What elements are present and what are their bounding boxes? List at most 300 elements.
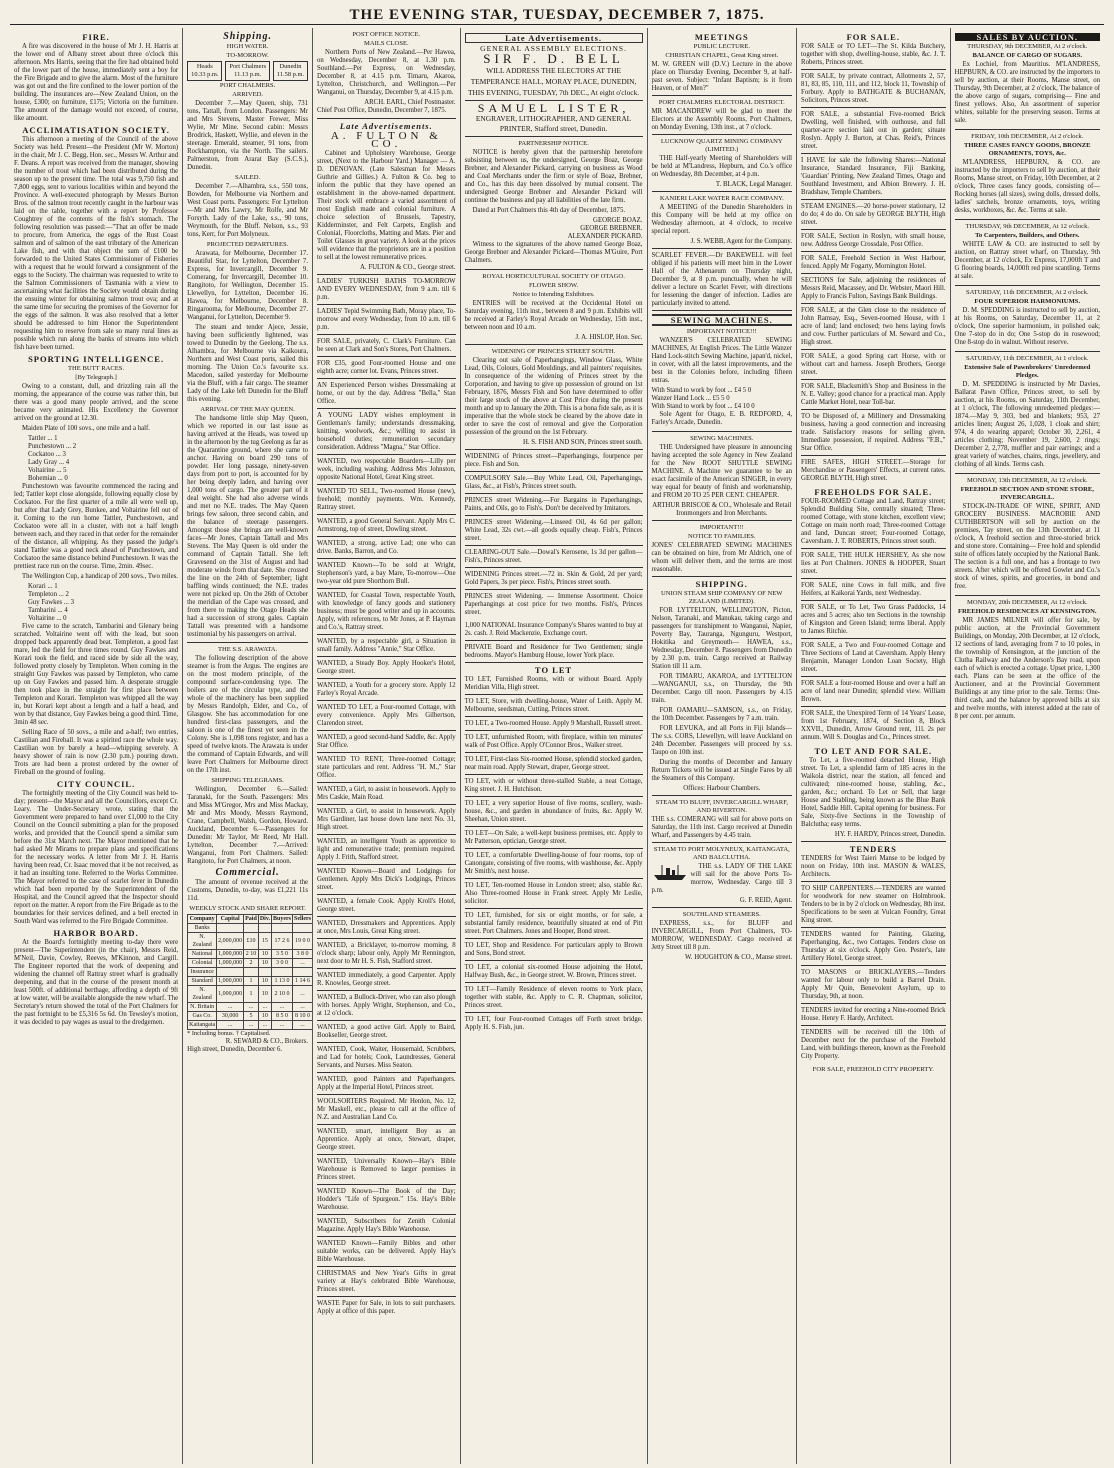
- auction-title: FOUR SUPERIOR HARMONIUMS.: [974, 298, 1081, 305]
- electoral-heading: PORT CHALMERS ELECTORAL DISTRICT.: [658, 99, 785, 106]
- stock-cell: 1,000,000: [217, 986, 244, 1003]
- maiden-runners: [14, 435, 178, 483]
- stock-cell: 3 5 0: [271, 950, 292, 959]
- classified-ad: PRINCES street Widening.—For Bargains in Paperhangings, Paints, and Oils, go to Fish's. Don't be deceived by Imitators.: [465, 497, 643, 516]
- stock-cell: [271, 924, 292, 933]
- classified-ad: FOR SALE, Freehold Section in West Harbour, fenced. Apply Mr Fogarty, Mornington Hotel.: [801, 255, 945, 274]
- flower-text: ENTRIES will be received at the Occidental Hotel on Saturday evening, 11th inst., between 8 and 9 p.m. Exhibits will be received at Farley's Royal Arcade on Wednesday, 15th inst., between noon and 10 a.m.: [464, 300, 643, 331]
- classified-ad: A YOUNG LADY wishes employment in Gentleman's family; understands dressmaking, knitting, woolwork, &c.; willing to assist in household duties; remuneration secondary consideration. Address "Magna," Star Office.: [317, 412, 456, 455]
- classified-ad: TENDERS invited for erecting a Nine-roomed Brick House. Henry F. Hardy, Architect.: [801, 1007, 945, 1026]
- stock-cell: [258, 968, 271, 977]
- widening-ads: [465, 453, 643, 619]
- auction-title: THREE CASES FANCY GOODS, BRONZE ORNAMENTS, TOYS, &c.: [963, 142, 1091, 157]
- column-6: [797, 28, 950, 1464]
- auction-heading: SALES BY AUCTION.: [955, 33, 1100, 41]
- meetings-heading: MEETINGS: [694, 32, 749, 42]
- freehold-ads: [801, 498, 945, 744]
- express-ad: [652, 920, 793, 964]
- southland-heading: SOUTHLAND STEAMERS.: [682, 911, 761, 918]
- auction-text: D. M. SPEDDING is instructed by Mr Davies, Ballarat Pawn Office, Princes street, to sell by auction, at his Rooms, on Saturday, 11th December, at 1 o'clock, The following unredeemed pledges:— 1874.—May 9, 303, bed and blankets; 953, 27 articles linen; August 26, 1,028, 1 cloak and shirt; 974, 4 do wearing apparel; October 30, 2,261, 4 articles clothing; November 19, 2,600, 2 rings; December 2, 2,778, muffler and pair earrings; and a great variety of watches, chains, rings, jewellery, and clothing of all kinds. Terms cash.: [954, 381, 1100, 468]
- auction-text: Ex Lochiel, from Mauritius. M'LANDRESS, HEPBURN, & CO. are instructed by the importers to sell by auction, at their Rooms, Manse street, on Thursday, 9th December, at 2 o'clock, The balance of the above cargo of sugars, comprising— Fine and finest yellows. Also, An assortment of superior whites, suitable for the preserving season. Terms at sale.: [954, 61, 1100, 124]
- classified-ad: WANTED, a female Cook. Apply Kroll's Hotel, George street.: [317, 898, 456, 917]
- stock-cell: 3 8 0: [292, 950, 312, 959]
- harbour-board-heading: HARBOR BOARD.: [53, 928, 139, 938]
- classified-ad: WANTED, a good second-hand Saddle, &c. Apply Star Office.: [317, 734, 456, 753]
- sailed-heading: SAILED.: [235, 174, 261, 181]
- fire-heading: FIRE.: [82, 32, 110, 42]
- classified-ad: WASTE Paper for Sale, in lots to suit purchasers. Apply at office of this paper.: [317, 1300, 456, 1315]
- union-levuka: FOR LEVUKA, and all Ports in Fiji Islands—The s.s. CORS, Llewellyn, will leave Auckland on 24th December. Passengers will proceed by s.s. Taupo on 10th inst.: [651, 725, 793, 756]
- classified-ad: WANTED, a strong, active Lad; one who can drive. Banks, Barron, and Co.: [317, 540, 456, 559]
- freeholds-heading: FREEHOLDS FOR SALE.: [814, 487, 933, 497]
- selling-race-report: Selling Race of 50 sovs., a mile and a-half; two entries, Castilian and Fireball. It was a spirited race the whole way. Castilian won by barely a head—whipping severely. A heavy shower of rain is now (2.30 p.m.) pouring down. Trots are had been a protest ordered by the owner of Fireball on the ground of fouling.: [14, 729, 179, 776]
- general-assembly-heading: GENERAL ASSEMBLY ELECTIONS.: [480, 44, 627, 53]
- sewing-machines-heading: SEWING MACHINES.: [690, 435, 754, 442]
- bluff-ad: THE s.s. COMERANG will sail for above ports on Saturday, the 11th inst. Cargo received at Dunedin Wharf, and Passengers by 4.45 train.: [652, 816, 793, 843]
- stock-row: [188, 950, 313, 959]
- stock-cell: National: [188, 950, 217, 959]
- stock-cell: [217, 924, 244, 933]
- classified-ad: WANTED, Universally Known—Hay's Bible Warehouse is Removed to larger premises in Princes street.: [317, 1158, 456, 1185]
- molyneux-text: THE s.s. LADY OF THE LAKE will sail for the above Ports To-morrow, Wednesday. Cargo till 3 p.m.: [651, 863, 793, 894]
- masthead-rule: [10, 24, 1104, 25]
- classified-ad: WANTED, Dressmakers and Apprentices. Apply at once, Mrs Louis, Great King street.: [317, 920, 456, 939]
- classified-ad: TO LET, unfurnished Room, with fireplace, within ten minutes' walk of Post Office. Apply O'Connor Bros., Walker street.: [465, 734, 643, 753]
- divider: [187, 642, 308, 643]
- classified-ad: WANTED, good Painters and Paperhangers. Apply at the Imperial Hotel, Princes street.: [317, 1076, 456, 1095]
- classified-ad: FOR SALE, by private contract, Allotments 2, 57, 81, 83, 85, 110, 111, and 112, block 11, Township of Forbury. Apply to BATHGATE & BUCHANAN, Solicitors, Princes street.: [801, 73, 945, 108]
- molyneux-signature: G. F. REID, Agent.: [739, 897, 793, 904]
- partner-name: ALEXANDER PICKARD.: [567, 233, 643, 240]
- classified-ad: TO LET, First-class Six-roomed House, splendid stocked garden, near main road. Apply Stewart, draper, George street.: [465, 756, 643, 775]
- stock-row: [188, 1021, 313, 1030]
- stock-cell: 10: [258, 986, 271, 1003]
- classified-ad: PRINCES street Widening.—Linseed Oil, 4s 6d per gallon; White Lead, 32s cwt.—all goods equally cheap. Fish's, Princes street.: [465, 519, 643, 546]
- widening-text: Clearing out sale of Paperhangings, Window Glass, White Lead, Oils, Colours, Gold Mouldings, and all painters' requisites. In consequence of the widening of Princes street by the Corporation, and having to give up possession of ground on 1st February, 1876, Messrs Fish and Son have determined to offer their large stock of the above at Cost Price during the present month and up to January the 20th. This is a bona fide sale, as it is imperative that the whole stock be cleared by the above date in order to save the cost of removal and give the Corporation possession of the ground on the 1st February.: [464, 357, 643, 436]
- post-footer: Chief Post Office, Dunedin, December 7, 1875.: [317, 107, 447, 114]
- wanzer-price: Wanzer Hand Lock ... £5 5 0: [651, 395, 730, 402]
- city-council-heading: CITY COUNCIL.: [56, 779, 136, 789]
- classified-ad: TO LET, Ten-roomed House in London street; also, stable &c. Also Three-roomed House in Frank street. Apply Mr Leslie, solicitor.: [465, 882, 643, 909]
- auction-list: [955, 43, 1100, 725]
- lecture-venue: CHRISTIAN CHAPEL, Great King street.: [665, 52, 779, 59]
- classified-ad: WANTED, a Girl, to assist in housework. Apply Mrs Gardiner, last house down lane next No. 31, High street.: [317, 808, 456, 835]
- classified-ads-3: [317, 278, 456, 1318]
- union-heading: UNION STEAM SHIP COMPANY OF NEW ZEALAND (LIMITED).: [661, 590, 783, 605]
- briscoe-ad: [652, 444, 793, 521]
- classified-ad: TO MASONS or BRICKLAYERS.—Tenders wanted for labour only to build a Barrel Drain. Apply Mr Quin, Benevolent Asylum, up to Thursday, 9th, at noon.: [801, 969, 945, 1004]
- partnership-date: Dated at Port Chalmers this 4th day of December, 1875.: [472, 207, 626, 214]
- maiden-plate-title: Maiden Plate of 100 sovs., one mile and a half.: [22, 425, 150, 432]
- classified-ad: WANTED, two respectable Boarders—Lilly per week, including washing. Address Mrs Johnston, opposite National Hotel, Great King street.: [317, 458, 456, 485]
- projected-heading: PROJECTED DEPARTURES.: [206, 241, 289, 248]
- tender-ads: [801, 855, 945, 1063]
- stock-cell: 3 0 0: [271, 959, 292, 968]
- lecture-heading: PUBLIC LECTURE.: [693, 43, 750, 50]
- stock-header: Sellers: [293, 916, 311, 922]
- high-water-heading: HIGH WATER.: [226, 43, 269, 50]
- auction-text: WHITE LAW & CO. are instructed to sell by auction, on Rattray street wharf, on Thursday, 9th December, at 12 o'clock, Ex Express, 17,000ft T and G flooring boards, 14,000ft red pine scantling. Terms at sale.: [954, 241, 1100, 280]
- auction-notice: [955, 223, 1100, 286]
- runner: Voltairine ... 5: [28, 467, 67, 474]
- lucknow-heading: LUCKNOW QUARTZ MINING COMPANY (LIMITED.): [660, 138, 783, 153]
- fulton-signature: A. FULTON & CO., George street.: [360, 264, 456, 271]
- important-heading: IMPORTANT!!!: [699, 524, 744, 531]
- tenders-heading: TENDERS: [849, 844, 897, 854]
- shares-ad: 1,000 NATIONAL Insurance Company's Shares wanted to buy at 2s. cash. J. Reid Mackenzie, Exchange court.: [465, 622, 643, 641]
- stock-signature: R. SEWARD & CO., Brokers.: [225, 1038, 309, 1045]
- to-let-ads: [465, 676, 643, 1034]
- stock-note: * Including bonus. † Capitalised.: [187, 1030, 271, 1037]
- column-7: [951, 28, 1104, 1464]
- classified-ad: WANTED, a Girl, to assist in housework. Apply to Mrs Caskie, Main Road.: [317, 786, 456, 805]
- stock-cell: N. Zealand: [188, 986, 217, 1003]
- union-note: During the months of December and January Return Tickets will be issued at Single Fares by all the Steamers of this Company.: [651, 759, 793, 782]
- late-ads-heading: Late Advertisements.: [465, 33, 643, 43]
- stock-cell: 1: [244, 986, 259, 1003]
- wanzer-price: With Stand to work by foot ... £4 5 0: [651, 387, 752, 394]
- classified-ad: TENDERS wanted for Painting, Glazing, Paperhanging, &c., two Cottages. Tenders close on Thursday at six o'clock. Apply Geo. Pester's, late Artillery Hotel, George street.: [801, 931, 945, 966]
- classified-ad: WANTED Known—To be sold at Wright, Stephenson's yard, a bay Mare, To-morrow—One two-year old pure Shorthorn Bull.: [317, 562, 456, 589]
- express-text: EXPRESS, s.s., for BLUFF and INVERCARGILL, From Port Chalmers, TO-MORROW, WEDNESDAY. Cargo received at Jetty Street till 8 p.m.: [651, 920, 793, 951]
- sailed-text: December 7.—Alhambra, s.s., 550 tons, Bowden, for Melbourne via Northern and West Coast ports. Passengers: For Lyttelton—Mr and Mrs Lawry, Mr Rolfe, and Mr Forsyth. Lady of the Lake, s.s., 90 tons, Weymouth, for the Bluff. Nelson, s.s., 93 tons, Kerr, for Port Molyneux.: [187, 183, 309, 238]
- stock-cell: ...: [271, 1021, 292, 1030]
- shipping-heading: Shipping.: [223, 31, 272, 42]
- stock-cell: ...: [292, 1021, 312, 1030]
- auction-title: FREEHOLD SECTION AND STONE STORE, INVERCARGILL.: [960, 486, 1094, 501]
- classified-ad: TO LET—Family Residence of eleven rooms to York place, together with stable, &c. Apply to C. R. Chapman, solicitor, Princes street.: [465, 986, 643, 1013]
- runner: Templeton ... 2: [28, 591, 69, 598]
- classified-ad: LADIES' Tepid Swimming Bath, Moray place, To-morrow and every Wednesday, from 10 a.m. till 6 p.m.: [317, 308, 456, 335]
- lecture-ad: M. W. GREEN will (D.V.) Lecture in the above place on Thursday Evening, December 9, at half-past seven. Subject: "Infant Baptism; is it from Heaven, or of Men?": [652, 61, 793, 96]
- runner: Bohemian ... 0: [28, 475, 68, 482]
- stock-cell: 30,000: [217, 1012, 244, 1021]
- stock-footer: High street, Dunedin, December 6.: [187, 1046, 283, 1053]
- steamship-icon: [652, 863, 688, 881]
- acclimatisation-article: This afternoon a meeting of the Council of the above Society was held. Present—the President (Mr W. Morton) in the chair, Mr J. C. Begg, Hon. sec., Messrs W. Arthur and F. Deans. A report was received from the manager, showing the number of trout which had been distributed during the season up to the present time. The total was 9,750 fish and 7,800 eggs, sent to various localities within and beyond the Province. A well-executed photograph by Messrs Burton Bros. of the salmon trout recently caught in the harbour was laid on the table, together with a report by Professor Coughtrey of the contents of the fish's stomach. The following resolution was passed:—"That an offer be made to procure, from America, the eggs of the Rust Coast salmon and of salmon of the east tributary of the American Lake fish, and with that object the sum of £100 be forwarded to the United States Commissioner of Fisheries with a request that he would forward a consignment of the eggs to the Society. The chairman was requested to write to the Salmon Commissioners of Tasmania with a view to ascertaining what facilities the Society would obtain during the ensuing winter for obtaining salmon trout ova; and at the same time for securing the promises of the Governor for the eggs of the salmon. It was also resolved that a letter should be addressed to him Honor the Superintendent requesting him to reserve from sale so many rural lines as possible which run along the banks of streams into which fish have been turned.: [14, 136, 179, 351]
- classified-ad: CHRISTMAS and New Year's Gifts in great variety at Hay's celebrated Bible Warehouse, Princes street.: [317, 1270, 456, 1297]
- runner: Voltairine ... 0: [28, 615, 67, 622]
- auction-title: FREEHOLD RESIDENCES AT KENSINGTON.: [958, 608, 1097, 615]
- tide-table: [187, 61, 308, 81]
- for-sale-heading: FOR SALE.: [846, 32, 900, 42]
- stock-cell: ...: [217, 1021, 244, 1030]
- stock-cell: Kaitangata: [189, 1022, 216, 1028]
- stock-cell: 8 5 0: [271, 1012, 292, 1021]
- cup-runners: [14, 583, 178, 623]
- tide-place: Heads: [196, 63, 213, 70]
- stock-cell: 1,000,000: [218, 978, 243, 984]
- classified-ad: TO be Disposed of, a Millinery and Dressmaking business, having a good connection and increasing trade. Satisfactory reasons for selling given. Immediate possession, if required. Address "F.B.," Star Office.: [801, 413, 945, 456]
- classified-ad: COMPULSORY Sale.—Buy White Lead, Oil, Paperhangings, Glass, &c., at Fish's, Princes street south.: [465, 475, 643, 494]
- column-3: [313, 28, 461, 1464]
- stock-cell: £10: [244, 933, 259, 950]
- stock-cell: ...: [271, 1003, 292, 1012]
- port-chalmers-heading: PORT CHALMERS.: [219, 82, 276, 89]
- union-office: Offices: Harbour Chambers.: [652, 785, 793, 796]
- stock-cell: ...: [292, 986, 312, 1003]
- stock-cell: ...: [244, 1021, 259, 1030]
- classified-ad: FOR SALE, a Two and Four-roomed Cottage and Three Sections of Land at Caversham. Apply Henry Benjamin, Manager London Loan Society, High street.: [801, 642, 945, 677]
- auction-notice: [955, 289, 1100, 352]
- auction-text: M'LANDRESS, HEPBURN, & CO. are instructed by the importers to sell by auction, at their Rooms, Manse street, on Friday, 10th December, at 2 o'clock, Three cases fancy goods, consisting of— Rocking horses (all sizes), swing dolls, dressed dolls, ladies' satchels, bronze ornaments, toys, writing desks, workboxes, &c. &c. Terms at sale.: [954, 159, 1100, 214]
- stock-header: Paid: [245, 916, 257, 922]
- classified-ad: LADIES' TURKISH BATHS TO-MORROW AND EVERY WEDNESDAY, from 9 a.m. till 6 p.m.: [317, 278, 456, 305]
- stock-cell: ...: [292, 959, 312, 968]
- classified-ad: TO LET, Furnished Rooms, with or without Board. Apply Meridian Villa, High street.: [465, 676, 643, 695]
- classified-ad: FOUR-ROOMED Cottage and Land, Rattray street; Splendid Building Site, centrally situated; Three-roomed Cottage, with stone kitchen, excellent view; Cottage on main north road; Three-roomed Cottage and land, Duncan street; Four-roomed Cottage, Caversham. J. T. ROBERTS, Princes street south.: [801, 498, 945, 549]
- stock-row: [188, 968, 313, 977]
- projected-text: Arawata, for Melbourne, December 17. Beautiful Star, for Lyttelton, December 7. Express, for Invercargill, December 9. Comerang, for Invercargill, December 10. Rangitoto, for Wellington, December 15. Llewellyn, for Lyttelton, December 16. Hawea, for Melbourne, December 8. Ringarooma, for Melbourne, December 27. Wanganui, for Lyttelton, December 9.: [187, 250, 309, 321]
- classified-ad: FOR SALE, Blacksmith's Shop and Business in the N. E. Valley; good chance for a practical man. Apply Cattle Market Hotel, near Toll-bar.: [801, 383, 945, 410]
- classified-ad: AN Experienced Person wishes Dressmaking at home, or out by the day. Address "Bella," Stan Office.: [317, 382, 456, 409]
- widening-signature: H. S. FISH AND SON, Princes street south.: [522, 439, 643, 446]
- runner: Cockatoo ... 3: [28, 451, 66, 458]
- classified-ad: FOR SALE, the Unexpired Term of 14 Years' Lease, from 1st February, 1874, of Section 8, Block XXVII., Dunedin, Arrow Ground rent, 11l. 2s per annum. Will S. Douglas and Co., Princes street.: [801, 710, 946, 741]
- briscoe-signature: ARTHUR BRISCOE & CO., Wholesale and Retail Ironmongers and Iron Merchants.: [652, 502, 792, 517]
- auction-date: SATURDAY, 11th DECEMBER, At 2 o'clock.: [965, 289, 1089, 296]
- runner: Lady Gray ... 4: [28, 459, 70, 466]
- fulton-name: A. FULTON & CO.: [330, 130, 442, 150]
- auction-date: THURSDAY, 9th DECEMBER, At 2 o'clock.: [967, 43, 1088, 50]
- classified-ad: WANTED TO SELL, Two-roomed House (new), freehold; monthly payments. Wm. Kennedy, Rattray street.: [317, 488, 456, 515]
- families-heading: NOTICE TO FAMILIES.: [687, 533, 756, 540]
- butt-races-article: Owing to a constant, dull, and drizzling rain all the morning, the appearance of the course was rather thin, but there was a good many people arrived, and the scene became very animated. His Excellency the Governor arrived on the ground at 12.30.: [14, 383, 179, 422]
- auction-text: MR JAMES MILNER will offer for sale, by public auction, at the Provincial Government Buildings, on Monday, 20th December, at 12 o'clock, 12 sections of land, averaging from 7 to 10 poles, in the township of Kensington, at the junction of the Clutha Railway and the Anderson's Bay road, upon each of which is erected a cottage. Upset price, 1,300 each. Plans can be seen at the office of the Auctioneer, and at the Provincial Government Buildings at any time prior to the sale. Terms: One-third cash, and the balance by approved bills at six and twelve months, with interest added at the rate of 8 per cent. per annum.: [954, 617, 1100, 720]
- arrived-heading: ARRIVED.: [232, 91, 264, 98]
- tide-port-chalmers: [225, 61, 270, 81]
- molyneux-heading: STEAM TO PORT MOLYNEUX, KAITANGATA, AND BALCLUTHA.: [653, 846, 790, 861]
- flower-signature: J. A. HISLOP, Hon. Sec.: [575, 334, 643, 341]
- fulton-ad: [317, 150, 456, 275]
- tide-place: Port Chalmers: [229, 63, 267, 70]
- arawata-article: The following description of the above steamer is from the Argus. The engines are on the most modern principle, of the compound surface-condensing type. The boilers are of the circular type, and the whole of the machinery has been supplied by Messrs Randolph, Elder, and Co., of Glasgow. She has accommodation for one hundred first-class passengers, and the saloon is one of the finest yet seen in the Colony. She is 1,098 tons register, and has a speed of twelve knots. The Arawata is under the command of Captain Edwards, and will leave Port Chalmers for Melbourne direct on the 17th inst.: [187, 655, 309, 774]
- post-signature: ARCH. EARL, Chief Postmaster.: [364, 99, 456, 106]
- classified-ad: WANTED, a good active Girl. Apply to Baird, Bookseller, George street.: [317, 1024, 456, 1043]
- fulton-text: Cabinet and Upholstery Warehouse, George street, (Next to the Harbour Yard.) Manager — A. D. DENOVAN. (Late Salesman for Messrs Guthrie and Gillies.) A. Fulton & Co. beg to inform the public that they have opened an establishment in the above-named department. Their stock will embrace a varied assortment of most English made and colonial furniture. A choice selection of Brussels, Tapestry, Kidderminster, and Felt Carpets, English and Colonial, Floorcloths, Matting and Mats. Pier and Toilet Glasses in great variety. A look at the prices will evidence that the proprietors are in a position to sell at the lowest remunerative prices.: [317, 150, 456, 261]
- butt-races-byline: [By Telegraph.]: [75, 374, 117, 381]
- stock-cell: 19 0 0: [292, 933, 312, 950]
- partnership-witness: Witness to the signatures of the above named George Boaz, George Brebner and Alexander Pickard—Thomas M'Guire, Port Chalmers.: [464, 241, 643, 264]
- mails-text: Northern Ports of New Zealand.—Per Hawea, on Wednesday, December 8, at 1.30 p.m. Southland.—Per Express, on Wednesday, December 8, at 4.15 p.m. Timaru, Akaroa, Lyttelton, Christchurch, and Wellington.—Per Wanganui, on Thursday, December 9, at 4.15 p.m.: [317, 49, 456, 96]
- commercial-text: The amount of revenue received at the Customs, Dunedin, to-day, was £1,221 11s 11d.: [187, 879, 309, 902]
- bluff-heading: STEAM TO BLUFF, INVERCARGILL WHARF, AND RIVERTON.: [655, 799, 788, 814]
- partnership-heading: PARTNERSHIP NOTICE.: [518, 140, 589, 147]
- lister-name: SAMUEL LISTER,: [477, 101, 630, 115]
- may-queen-heading: ARRIVAL OF THE MAY QUEEN.: [200, 406, 295, 413]
- classified-ad: FOR SALE, a good Spring cart Horse, with or without cart and harness. Joseph Brothers, George street.: [801, 353, 945, 380]
- runner: Tambarini ... 4: [28, 607, 68, 614]
- freehold-city-heading: FOR SALE, FREEHOLD CITY PROPERTY.: [812, 1066, 934, 1073]
- post-office-heading: POST OFFICE NOTICE.: [352, 31, 421, 38]
- classified-ad: WIDENING Princes street.—72 in. Skin & Gold, 2d per yard; Gold Papers, 3s per piece. Fish's, Princes street south.: [465, 571, 643, 590]
- stock-cell: 5: [244, 1012, 259, 1021]
- fire-article: A fire was discovered in the house of Mr J. H. Harris at the lower end of Albany street about three o'clock this afternoon. Mrs Harris, seeing that the fire had obtained hold of the lower part of the house, immediately sent a boy for the Fire Brigade and to give the alarm. Most of the furniture was got out and the fire confined to the lower portion of the building. The insurances are—New Zealand Union, on the house, £300; on furniture, £175; Victoria on the furniture. The amount of the damage would not exceed, of course, like amount.: [14, 43, 179, 122]
- stock-cell: 2,000,000: [217, 933, 244, 950]
- stock-cell: Insurance: [188, 968, 217, 977]
- stock-cell: [292, 924, 312, 933]
- classified-ad: FOR SALE, Section in Roslyn, with small house, new. Address George Crossdale, Post Office.: [801, 233, 945, 252]
- lucknow-text: THE Half-yearly Meeting of Shareholders will be held at M'Landress, Hepburn, and Co.'s office on Wednesday, 8th December, at 4 p.m.: [651, 155, 793, 178]
- stock-row: [188, 933, 313, 950]
- classified-ad: FOR SALE or TO LET—The St. Kilda Butchery, together with shop, dwelling-house, stable, &c. J. T. Roberts, Princes street.: [801, 43, 945, 70]
- stock-header: Capital: [217, 915, 244, 924]
- sporting-heading: SPORTING INTELLIGENCE.: [28, 354, 165, 364]
- auction-date: SATURDAY, 11th DECEMBER, At 1 o'clock.: [965, 355, 1089, 362]
- flower-notice: Notice to Intending Exhibitors.: [512, 291, 595, 298]
- classified-ad: TO LET, with or without three-stalled Stable, a neat Cottage, King street. J. H. Hutchison.: [465, 778, 643, 797]
- classified-ad: WANTED, an intelligent Youth as apprentice to light and remunerative trade; premium required. Apply J. Frith, Stafford street.: [317, 838, 456, 865]
- scarlet-fever-ad: SCARLET FEVER.—Dr BAKEWELL will feel obliged if his patients will meet him in the Lower Hall of the Athenaeum on Thursday night, December 9, at 8 p.m. punctually, when he will deliver a lecture on Scarlet Fever, with directions for lessening the danger of infection. Ladies are particularly invited to attend.: [652, 252, 793, 311]
- auction-date: MONDAY, 20th DECEMBER, At 12 o'clock.: [966, 599, 1088, 606]
- harbour-board-article: At the Board's fortnightly meeting to-day there were present—The Superintendent (in the chair), Messrs Reid, M'Neil, Davie, Cowley, Reeves, M'Kinnon, and Cargill. The Engineer reported that the work of deepening and widening the channel off Rattray street wharf is gradually deepening, and that in the course of the present month at least 500ft. of additional berthage, affording a depth of 9ft at low water, will be available alongside the new wharf. The Secretary's return showed the total of the Port Chalmers for the past fortnight to be £5,316 5s 6d. On Tewsley's motion, it was decided to pay wages as usual to the dredgemen.: [14, 939, 179, 1026]
- briscoe-text: THE Undersigned have pleasure in announcing having accepted the sole Agency in New Zealand for the New ROOT SHUTTLE SEWING MACHINE. A Machine we guarantee to be an exact facsimile of the American SINGER, in every way equal for beauty of finish and workmanship, and FROM 20 TO 25 PER CENT. CHEAPER.: [651, 444, 793, 499]
- lucknow-signature: T. BLACK, Legal Manager.: [715, 181, 793, 188]
- column-5: [648, 28, 798, 1464]
- stock-cell: 10: [258, 950, 271, 959]
- stock-report-heading: WEEKLY STOCK AND SHARE REPORT.: [189, 905, 306, 912]
- classified-ad: TO LET—On Sale, a well-kept business premises, etc. Apply to Mr Patterson, optician, George street.: [465, 830, 643, 849]
- stock-cell: 17 2 6: [271, 933, 292, 950]
- stock-cell: ...: [258, 1003, 271, 1012]
- classified-ad: FOR SALE, THE HULK HERSHEY, As she now lies at Port Chalmers. JONES & HOOPER, Stuart street.: [801, 552, 945, 579]
- classified-ad: WANTED, a Steady Boy. Apply Hooker's Hotel, George street.: [317, 660, 456, 679]
- kanieri-signature: J. S. WEBB, Agent for the Company.: [690, 238, 793, 245]
- stock-cell: ...: [244, 1003, 259, 1012]
- classified-ad: WANTED TO LET, a Four-roomed Cottage, with every convenience. Apply Mrs Gilbertson, Clarendon street.: [317, 704, 456, 731]
- kanieri-heading: KANIERI LAKE WATER RACE COMPANY.: [659, 195, 784, 202]
- stock-header: Company: [189, 916, 215, 922]
- classified-ad: FOR SALE, nine Cows in full milk, and five Heifers, at Kaikorai Yards, next Wednesday.: [801, 582, 945, 601]
- classified-ad: FOR SALE, privately, C. Clark's Furniture. Can be seen at Clark and Son's Stores, Port Chalmers.: [317, 338, 456, 357]
- stock-row: [188, 924, 313, 933]
- tide-place: Dunedin: [279, 63, 302, 70]
- maiden-report: Punchestown was favourite commenced the racing and led; Tattler kept close alongside, following equally close by Cockatoo. For the first quarter of a mile all were well up, but after that Lady Grey, Bunkee, and Voltairine fell out of it. Coming to the run home Tattler, Punchestown, and Cockatoo were all in a cluster, with not a half length between each, and they raced in that order for the remainder of the distance, all whipping. As they passed the judge's stand Tattler was a good neck ahead of Punchestown, and Cockatoo the same distance behind Punchestown. It was the prettiest race run on the course. Time, 2min. 49sec.: [14, 483, 179, 570]
- stock-cell: 2: [244, 959, 259, 968]
- column-2: [183, 28, 313, 1464]
- arawata-heading: THE S.S. ARAWATA.: [217, 646, 278, 653]
- classified-ad: TO LET, furnished, for six or eight months, or for sale, a substantial family residence, beautifully situated at end of Pitt street. Port Chalmers. Jones and Hooper, Bond street.: [465, 912, 643, 939]
- wanzer-price: With Stand to work by foot ... £4 10 0: [651, 403, 755, 410]
- kanieri-ad: [652, 204, 793, 249]
- city-council-article: The fortnightly meeting of the City Council was held to-day; present—the Mayor and all the Councillors, except Cr. Leary. The Under-Secretary wrote, stating that the Government were prepared to hand over £1,000 to the City Council on the Council submitting a plan for the proposed works, and provided that the Council spend a similar sum before the 31st March next. The Mayor mentioned that he had asked Mr Mirams to prepare plans and specifications for the necessary works. A letter from Mr J. H. Harris having been read, Cr. Isaac moved that it be not received, as it had an insulting tone. Referred to the Works Committee. The Mayor referred to the case of scarlet fever in Dunedin which had been reported by the Superintendent of the Hospital, and the Council agreed that the Inspector should report on the matter. A report from the Fire Brigade as to the boundaries for their services defined, and a bell erected in South Ward was referred to the Fire Brigade Committee.: [14, 790, 179, 925]
- shipping-ads-heading: SHIPPING.: [695, 579, 748, 589]
- classified-ad: WANTED, a Bricklayer, to-morrow morning, 8 o'clock sharp; labour only, Apply Mr Rennington, next door to Mr H. S. Fish, Stafford street.: [317, 942, 456, 969]
- runner: Tattler ... 1: [28, 435, 58, 442]
- classified-ad: TO LET, four Four-roomed Cottages off Forth street bridge. Apply H. S. Fish, jun.: [464, 1016, 643, 1031]
- classified-ad: TO LET, a comfortable Dwelling-house of four rooms, top of Canongate, consisting of five rooms, with washhouse, &c. Apply Mr Smith's, next house.: [465, 852, 643, 879]
- flower-show-heading: FLOWER SHOW.: [528, 282, 579, 289]
- classified-ad: PRINCES street Widening. — Immense Assortment. Choice Paperhangings at cost price for two months. Fish's, Princes street.: [464, 593, 643, 616]
- union-wanganui: FOR TIMARU, AKAROA, and LYTTELTON—WANGANUI, s.s., on Thursday, the 9th December. Cargo till noon. Passengers by 4.15 train.: [651, 673, 793, 704]
- wellington-cup-title: The Wellington Cup, a handicap of 200 sovs., Two miles.: [22, 573, 178, 580]
- runner: Punchestown ... 2: [28, 443, 77, 450]
- telegrams-text: Wellington, December 6.—Sailed: Taranaki, for the South. Passengers: Mrs and Miss M'Gregor, Mrs and Miss Mackay, Mr and Mrs Moody, Messrs Raymond, Crane, Campbell, Walsh, Gordon, Howard. Auckland, December 6.—Passengers for Dunedin: Mr Taylor, Mr Reed, Mr Hall. Lyttelton, December 7.—Arrived: Wanganui, from Port Chalmers. Sailed: Rangitoto, for Port Chalmers, at noon.: [187, 786, 309, 865]
- stock-cell: ...: [292, 1003, 312, 1012]
- columns: [10, 28, 1104, 1464]
- classified-ad: TO LET, a Two-roomed House. Apply 9 Marshall, Russell street.: [465, 720, 643, 731]
- column-4: [461, 28, 648, 1464]
- stock-cell: [292, 968, 312, 977]
- auction-notice: [955, 477, 1100, 596]
- stock-cell: 8 10 0: [292, 1012, 312, 1021]
- stock-cell: Colonial: [188, 959, 217, 968]
- partner-name: GEORGE BOAZ.: [593, 217, 643, 224]
- widening-heading: WIDENING OF PRINCES STREET SOUTH.: [491, 348, 616, 355]
- classified-ad: FOR £35, good Four-roomed House and one eighth acre; corner lot. Evans, Princes street.: [317, 360, 456, 379]
- let-and-sale-heading: TO LET AND FOR SALE.: [814, 746, 933, 756]
- classified-ad: FOR SALE a four-roomed House and over a half an acre of land near Dunedin; splendid view. William Brown.: [801, 680, 945, 707]
- tide-time: 11.58 p.m.: [276, 71, 305, 78]
- wanzer-signature: Sole Agent for Otago, E. B. REDFORD, 4, Farley's Arcade, Dunedin.: [651, 411, 793, 426]
- flower-show-ad: [465, 300, 643, 345]
- classified-ad: STEAM ENGINES.—20 horse-power stationary, 12 do do; 4 do do. On sale by GEORGE BLYTH, High street.: [801, 203, 945, 230]
- classified-ad: FOR SALE, or To Let, Two Grass Paddocks, 14 acres and 5 acres; also ten Sections in the township of Kingston and Green Island; terms liberal. Apply to James Ritchie.: [801, 604, 945, 639]
- partner-name: GEORGE BREBNER.: [580, 225, 643, 232]
- hardy-signature: HY. F. HARDY, Princes street, Dunedin.: [834, 831, 946, 838]
- stock-cell: [271, 968, 292, 977]
- electoral-ad: MR MACANDREW will be glad to meet the Electors at the Assembly Rooms, Port Chalmers, on Monday Evening, 13th inst., at 7 o'clock.: [652, 108, 793, 135]
- auction-title: To Carpenters, Builders, and Others.: [975, 232, 1080, 239]
- runner: Korari ... 1: [28, 583, 58, 590]
- auction-text: STOCK-IN-TRADE OF WINE, SPIRIT, AND GROCERY BUSINESS. MACROBIE AND CUTHBERTSON will sell by auction on the premises, Tay street, on the 13th December, at 11 o'clock, A freehold section and three-storied brick and stone store. Containing— Free hold and splendid suite of offices lately occupied by the National Bank. The section is a full one, and has a frontage to two streets. After which will be offered Gowlet and Co.'s stock of wines, spirits, and groceries, in bond and free.: [954, 503, 1100, 590]
- may-queen-article: The handsome little ship May Queen, which we reported in our last issue as having arrived at the Heads, was towed up in the afternoon by the tug Geelong as far as the Quarantine ground, where she came to anchor. Having on board 290 tons of powder. Her long passage, ninety-seven days from port to port, is accounted for by her being deeply laden, and having over 1,000 tons of cargo. The greater part of it deal weight. She had also adverse winds and met no N.E. trades. The May Queen brings few saloon, three second cabin, and the balance of steerage passengers. Amongst those she brings are well-known faces—Mr Jones, Captain Tattall and Mrs Stevens. The May Queen is old under the command of Captain Tattall. She left Gravesend on the 31st of August and had moderate winds from that date. She crossed the line on the 24th of September; light baffling winds continued; the N.E. trades were not picked up. On the 26th of October the meridian of the Cape was crossed, and from there to making the Otago Heads she had a succession of strong gales. Captain Tattall was presented with a handsome testimonial by his passengers on arrival.: [187, 415, 309, 638]
- stock-header-row: [188, 915, 313, 924]
- stock-cell: 10: [258, 959, 271, 968]
- classified-ad: CLEARING-OUT Sale.—Dowal's Kerosene, 1s 3d per gallon—Fish's, Princes street.: [465, 549, 643, 568]
- tide-heads: [187, 61, 222, 81]
- classified-ad: TO LET, a very superior House of five rooms, scullery, wash-house, &c., and garden in abundance of fruits, &c. Apply W. Sheehan, Union street.: [465, 800, 643, 827]
- jones-ad: JONES' CELEBRATED SEWING MACHINES can be obtained on hire, from Mr Aldrich, one of whom will deliver them, and the terms are most reasonable.: [652, 542, 793, 577]
- masthead: THE EVENING STAR, TUESDAY, DECEMBER 7, 1875.: [349, 7, 765, 23]
- tomorrow-label: TO-MORROW.: [226, 52, 269, 59]
- lucknow-ad: [652, 155, 793, 192]
- auction-text: D. M. SPEDDING is instructed to sell by auction, at his Rooms, on Saturday, December 11, at 2 o'clock, One superior harmonium, in polished oak; One 7-stop do in do; One 5-stop do in rosewood; One 8-stop do in walnut. Without reserve.: [954, 307, 1100, 346]
- sewing-heading: SEWING MACHINES.: [652, 314, 793, 326]
- classified-ad: WANTED, a Bullock-Driver, who can also plough with horses. Apply Wright, Stephenson, and Co., at 12 o'clock.: [317, 994, 456, 1021]
- stock-cell: 10: [258, 1012, 271, 1021]
- stock-row: [188, 977, 313, 986]
- kanieri-text: A MEETING of the Dunedin Shareholders in this Company will be held at my office on Wednesday afternoon, at 4 o'clock, to receive special report.: [651, 204, 793, 235]
- commercial-heading: Commercial.: [215, 867, 280, 878]
- auction-title: Extensive Sale of Pawnbrokers' Unredeemed Pledges.: [964, 364, 1091, 379]
- stock-table: [187, 914, 313, 1030]
- for-sale-ads: [801, 43, 945, 485]
- stock-row: [188, 959, 313, 968]
- bell-name: SIR F. D. BELL: [483, 51, 624, 66]
- classified-ad: WANTED immediately, a good Carpenter. Apply R. Knowles, George street.: [317, 972, 456, 991]
- stock-cell: ...: [258, 1021, 271, 1030]
- stock-cell: [258, 924, 271, 933]
- cup-report: Five came to the scratch, Tambarini and Glenary being scratched. Voltairine went off with the lead, but soon dropped back apparently dead beat. Templeton, a good fast mare, led the field for three times round. Guy Fawkes and Korari took the field, and raced side by side all the way, followed pretty closely by Templeton. When coming in the straight Guy Fawkes was passed by Templeton, who came up on Guy Fawkes and passed him. A desperate struggle then took place in the straight for first place between Templeton and Korari. Templeton was whipped all the way in, but Korari kept about a length and a half a head, and won by that distance, Guy Fawkes being a good third. Time, 3min 48 sec.: [14, 623, 179, 726]
- stock-header: Buyers: [272, 916, 291, 922]
- butt-races-heading: THE BUTT RACES.: [68, 365, 125, 372]
- board-ad: PRIVATE Board and Residence for Two Gentlemen; single bedrooms. Mayor's Hamburg House, lower York place.: [465, 644, 643, 663]
- molyneux-ad: [652, 863, 793, 908]
- shipping-notes: The steam and tender Ajece, Jessie, having been sufficiently lightened, was towed to Dunedin by the Geelong. The s.s. Alhambra, for Melbourne via Kaikoura, Northern and West Coast ports, sailed this morning. The Union Co.'s favourite s.s. Macedon, sailed yesterday for Melbourne via the Bluff, with a fair cargo. The steamer Lady of the Lake left Dunedin for the Bluff this evening.: [187, 324, 309, 403]
- classified-ad: FOR SALE, a substantial Five-roomed Brick Dwelling, well finished, with outhouse, and full quarter-acre section laid out in garden; situate Roslyn. Apply J. Burton, at Chas. Reid's, Princes street.: [801, 111, 945, 154]
- horticultural-heading: ROYAL HORTICULTURAL SOCIETY OF OTAGO.: [482, 273, 625, 280]
- stock-row: [188, 1012, 313, 1021]
- runner: Guy Fawkes ... 3: [28, 599, 75, 606]
- classified-ad: WIDENING of Princes street—Paperhangings, fourpence per piece. Fish and Son.: [465, 453, 643, 472]
- classified-ad: TO LET, Store, with dwelling-house, Water of Leith. Apply M. Melbourne, seedsman, Cutting, Princes street.: [465, 698, 643, 717]
- stock-cell: N. Britain: [188, 1003, 217, 1012]
- stock-cell: Standard: [188, 977, 217, 986]
- classified-ad: WANTED, a good General Servant. Apply Mrs C. Armstrong, top of street, Dowling street.: [317, 518, 456, 537]
- union-samson: FOR OAMARU—SAMSON, s.s., on Friday, the 10th December. Passengers by 7 a.m. train.: [651, 707, 793, 722]
- hardy-text: To Let, a five-roomed detached House, High street. To Let, a splendid farm of 185 acres in the Waikola district, near the station, all fenced and cultivated; nine-roomed house, stabling, &c., garden, &c.; orchard. To Let or Sell, that large House and Stabling, being known as the Blue Bank Hotel, Saddle Hill. Capital opening for business. For Sale, Sixty-five Sections in the Township of Balclutha; easy terms.: [801, 757, 946, 828]
